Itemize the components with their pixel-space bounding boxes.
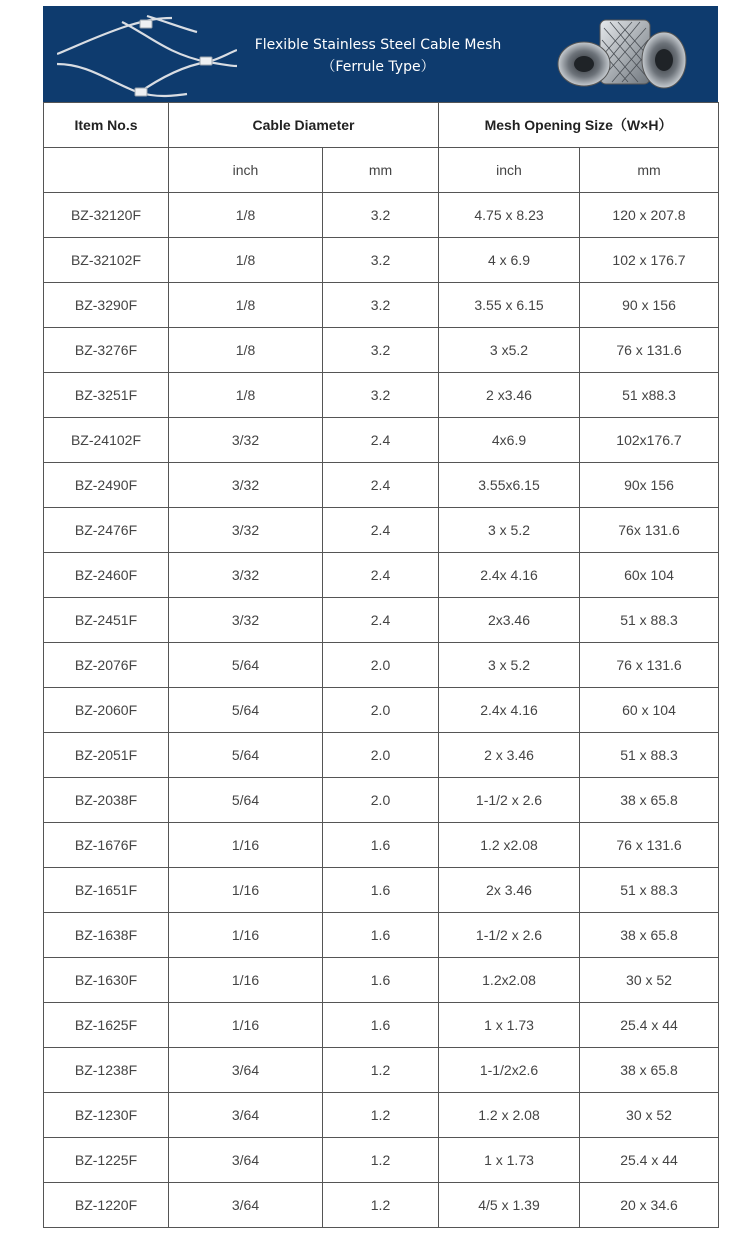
mesh-inch-cell: 1 x 1.73: [439, 1138, 580, 1183]
mesh-mm-cell: 51 x 88.3: [580, 598, 719, 643]
item-no-cell: BZ-1676F: [44, 823, 169, 868]
mesh-mm-cell: 51 x 88.3: [580, 733, 719, 778]
header-mesh-opening-size: Mesh Opening Size（W×H）: [439, 103, 719, 148]
mesh-inch-cell: 1-1/2 x 2.6: [439, 913, 580, 958]
table-row: [44, 238, 719, 283]
table-row: [44, 1138, 719, 1183]
banner-title-line1: Flexible Stainless Steel Cable Mesh: [254, 37, 502, 53]
table-row: [44, 643, 719, 688]
table-row: [44, 1183, 719, 1228]
mesh-mm-cell: 38 x 65.8: [580, 913, 719, 958]
cable-inch-cell: 1/16: [169, 958, 323, 1003]
cable-inch-cell: 3/32: [169, 508, 323, 553]
mesh-mm-cell: 30 x 52: [580, 958, 719, 1003]
cable-inch-cell: 1/16: [169, 823, 323, 868]
table-row: [44, 328, 719, 373]
spec-table: [43, 102, 719, 1228]
item-no-cell: BZ-3251F: [44, 373, 169, 418]
cable-mm-cell: 2.0: [323, 688, 439, 733]
banner-title-line2: （Ferrule Type）: [321, 59, 435, 75]
cable-mm-cell: 1.6: [323, 823, 439, 868]
mesh-inch-cell: 2 x 3.46: [439, 733, 580, 778]
header-row: [44, 103, 719, 148]
table-row: [44, 283, 719, 328]
mesh-inch-cell: 2x 3.46: [439, 868, 580, 913]
cable-inch-cell: 3/32: [169, 418, 323, 463]
item-no-cell: BZ-2038F: [44, 778, 169, 823]
cable-inch-cell: 1/8: [169, 193, 323, 238]
cable-inch-cell: 3/32: [169, 553, 323, 598]
cable-mm-cell: 1.2: [323, 1183, 439, 1228]
unit-mesh-inch: inch: [439, 148, 580, 193]
item-no-cell: BZ-3276F: [44, 328, 169, 373]
mesh-mm-cell: 102x176.7: [580, 418, 719, 463]
mesh-mm-cell: 102 x 176.7: [580, 238, 719, 283]
item-no-cell: BZ-2451F: [44, 598, 169, 643]
item-no-cell: BZ-2060F: [44, 688, 169, 733]
mesh-inch-cell: 1.2 x2.08: [439, 823, 580, 868]
item-no-cell: BZ-2490F: [44, 463, 169, 508]
cable-inch-cell: 1/8: [169, 238, 323, 283]
item-no-cell: BZ-1625F: [44, 1003, 169, 1048]
item-no-cell: BZ-1225F: [44, 1138, 169, 1183]
cable-inch-cell: 1/16: [169, 1003, 323, 1048]
cable-inch-cell: 5/64: [169, 733, 323, 778]
table-row: [44, 463, 719, 508]
mesh-mm-cell: 60 x 104: [580, 688, 719, 733]
mesh-mm-cell: 76 x 131.6: [580, 643, 719, 688]
table-row: [44, 373, 719, 418]
cable-inch-cell: 1/16: [169, 868, 323, 913]
cable-mm-cell: 1.6: [323, 958, 439, 1003]
banner-title: [228, 34, 528, 78]
cable-inch-cell: 1/8: [169, 373, 323, 418]
item-no-cell: BZ-24102F: [44, 418, 169, 463]
mesh-mm-cell: 38 x 65.8: [580, 1048, 719, 1093]
spec-sheet: [43, 6, 718, 1228]
item-no-cell: BZ-2460F: [44, 553, 169, 598]
table-row: [44, 1003, 719, 1048]
mesh-mm-cell: 76 x 131.6: [580, 328, 719, 373]
mesh-inch-cell: 4 x 6.9: [439, 238, 580, 283]
mesh-mm-cell: 51 x 88.3: [580, 868, 719, 913]
cable-inch-cell: 1/16: [169, 913, 323, 958]
cable-inch-cell: 3/64: [169, 1138, 323, 1183]
item-no-cell: BZ-1220F: [44, 1183, 169, 1228]
cable-inch-cell: 3/64: [169, 1183, 323, 1228]
mesh-inch-cell: 4.75 x 8.23: [439, 193, 580, 238]
cable-mm-cell: 1.2: [323, 1138, 439, 1183]
cable-mm-cell: 3.2: [323, 328, 439, 373]
mesh-mm-cell: 120 x 207.8: [580, 193, 719, 238]
item-no-cell: BZ-1230F: [44, 1093, 169, 1138]
unit-mesh-mm: mm: [580, 148, 719, 193]
mesh-mm-cell: 90 x 156: [580, 283, 719, 328]
cable-mm-cell: 3.2: [323, 238, 439, 283]
mesh-mm-cell: 76 x 131.6: [580, 823, 719, 868]
item-no-cell: BZ-1638F: [44, 913, 169, 958]
mesh-inch-cell: 3 x 5.2: [439, 508, 580, 553]
item-no-cell: BZ-1651F: [44, 868, 169, 913]
table-row: [44, 868, 719, 913]
unit-cable-inch: inch: [169, 148, 323, 193]
unit-cable-mm: mm: [323, 148, 439, 193]
table-row: [44, 508, 719, 553]
mesh-mm-cell: 38 x 65.8: [580, 778, 719, 823]
table-row: [44, 823, 719, 868]
table-row: [44, 958, 719, 1003]
cable-mm-cell: 2.0: [323, 643, 439, 688]
item-no-cell: BZ-1238F: [44, 1048, 169, 1093]
cable-mm-cell: 2.4: [323, 463, 439, 508]
cable-mm-cell: 3.2: [323, 283, 439, 328]
cable-mm-cell: 1.2: [323, 1048, 439, 1093]
table-row: [44, 1093, 719, 1138]
cable-inch-cell: 3/64: [169, 1093, 323, 1138]
mesh-mm-cell: 30 x 52: [580, 1093, 719, 1138]
mesh-mm-cell: 25.4 x 44: [580, 1138, 719, 1183]
item-no-cell: BZ-2051F: [44, 733, 169, 778]
header-item-no: Item No.s: [44, 103, 169, 148]
mesh-mm-cell: 76x 131.6: [580, 508, 719, 553]
mesh-inch-cell: 2.4x 4.16: [439, 688, 580, 733]
mesh-inch-cell: 2x3.46: [439, 598, 580, 643]
mesh-mm-cell: 20 x 34.6: [580, 1183, 719, 1228]
mesh-inch-cell: 1 x 1.73: [439, 1003, 580, 1048]
cable-mm-cell: 2.4: [323, 553, 439, 598]
mesh-inch-cell: 4/5 x 1.39: [439, 1183, 580, 1228]
mesh-inch-cell: 3.55 x 6.15: [439, 283, 580, 328]
item-no-cell: BZ-32120F: [44, 193, 169, 238]
cable-inch-cell: 3/64: [169, 1048, 323, 1093]
table-row: [44, 418, 719, 463]
cable-inch-cell: 5/64: [169, 688, 323, 733]
mesh-inch-cell: 1-1/2x2.6: [439, 1048, 580, 1093]
cable-inch-cell: 3/32: [169, 463, 323, 508]
cable-mm-cell: 2.0: [323, 733, 439, 778]
header-banner: [43, 6, 718, 102]
table-row: [44, 598, 719, 643]
cable-coil-illustration: [548, 12, 698, 100]
item-no-cell: BZ-3290F: [44, 283, 169, 328]
cable-mm-cell: 3.2: [323, 193, 439, 238]
cable-inch-cell: 1/8: [169, 283, 323, 328]
item-no-cell: BZ-2076F: [44, 643, 169, 688]
table-row: [44, 553, 719, 598]
header-cable-diameter: Cable Diameter: [169, 103, 439, 148]
cable-mm-cell: 1.2: [323, 1093, 439, 1138]
table-row: [44, 193, 719, 238]
table-row: [44, 688, 719, 733]
table-row: [44, 1048, 719, 1093]
cable-inch-cell: 5/64: [169, 643, 323, 688]
units-row: [44, 148, 719, 193]
cable-mm-cell: 2.4: [323, 598, 439, 643]
units-empty-cell: [44, 148, 169, 193]
cable-inch-cell: 5/64: [169, 778, 323, 823]
cable-mm-cell: 1.6: [323, 868, 439, 913]
mesh-mm-cell: 60x 104: [580, 553, 719, 598]
mesh-inch-cell: 3 x 5.2: [439, 643, 580, 688]
mesh-mm-cell: 25.4 x 44: [580, 1003, 719, 1048]
mesh-inch-cell: 1-1/2 x 2.6: [439, 778, 580, 823]
item-no-cell: BZ-32102F: [44, 238, 169, 283]
cable-mm-cell: 2.4: [323, 508, 439, 553]
mesh-inch-cell: 2 x3.46: [439, 373, 580, 418]
mesh-mm-cell: 90x 156: [580, 463, 719, 508]
cable-mm-cell: 2.0: [323, 778, 439, 823]
item-no-cell: BZ-1630F: [44, 958, 169, 1003]
mesh-inch-cell: 2.4x 4.16: [439, 553, 580, 598]
item-no-cell: BZ-2476F: [44, 508, 169, 553]
mesh-inch-cell: 3 x5.2: [439, 328, 580, 373]
cable-mm-cell: 1.6: [323, 913, 439, 958]
table-row: [44, 913, 719, 958]
cable-mm-cell: 3.2: [323, 373, 439, 418]
mesh-inch-cell: 1.2x2.08: [439, 958, 580, 1003]
cable-inch-cell: 1/8: [169, 328, 323, 373]
cable-mesh-illustration: [57, 14, 237, 98]
mesh-inch-cell: 4x6.9: [439, 418, 580, 463]
mesh-inch-cell: 3.55x6.15: [439, 463, 580, 508]
mesh-mm-cell: 51 x88.3: [580, 373, 719, 418]
table-row: [44, 778, 719, 823]
mesh-inch-cell: 1.2 x 2.08: [439, 1093, 580, 1138]
cable-mm-cell: 1.6: [323, 1003, 439, 1048]
table-row: [44, 733, 719, 778]
cable-inch-cell: 3/32: [169, 598, 323, 643]
cable-mm-cell: 2.4: [323, 418, 439, 463]
